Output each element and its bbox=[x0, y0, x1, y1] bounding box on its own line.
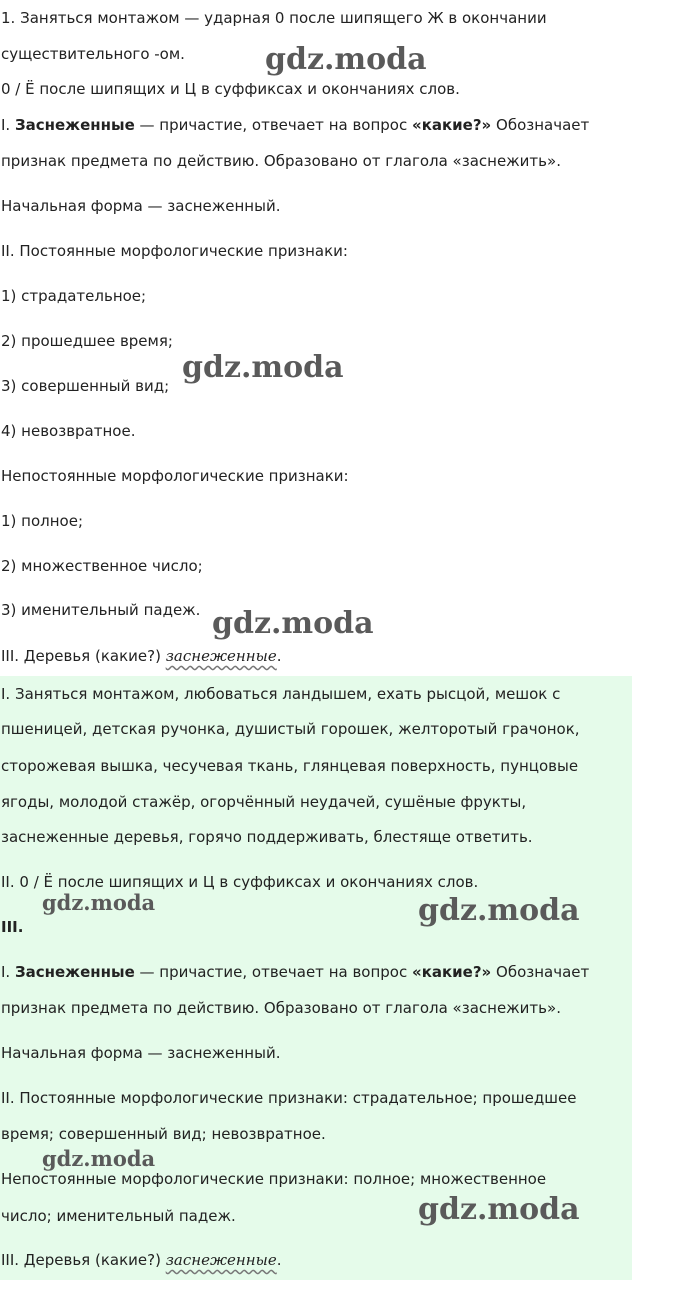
text-line: Непостоянные морфологические признаки: полное; множественное bbox=[1, 1170, 547, 1188]
list-item: 1) полное; bbox=[1, 512, 84, 530]
text-line: I. Заняться монтажом, любоваться ландышем, ехать рысцой, мешок с bbox=[1, 685, 561, 703]
text-line: Непостоянные морфологические признаки: bbox=[1, 467, 349, 485]
text-line bbox=[1, 646, 282, 666]
bold-question: «какие?» bbox=[412, 963, 492, 981]
bold-term: Заснеженные bbox=[14, 116, 135, 134]
list-item: 4) невозвратное. bbox=[1, 422, 136, 440]
text: I. bbox=[1, 116, 15, 134]
text: . bbox=[276, 1251, 282, 1269]
watermark: gdz.moda bbox=[418, 1192, 580, 1227]
text: Обозначает bbox=[491, 963, 590, 981]
text: Обозначает bbox=[491, 116, 590, 134]
list-item: 2) множественное число; bbox=[1, 557, 203, 575]
text-line: ягоды, молодой стажёр, огорчённый неудачей, сушёные фрукты, bbox=[1, 793, 527, 811]
text-line: заснеженные деревья, горячо поддерживать, блестяще ответить. bbox=[1, 828, 533, 846]
text-line: 1. Заняться монтажом — ударная 0 после шипящего Ж в окончании bbox=[1, 9, 547, 27]
text: III. Деревья (какие?) bbox=[1, 1251, 166, 1269]
text-line bbox=[1, 115, 589, 135]
text: — причастие, отвечает на вопрос bbox=[134, 116, 412, 134]
watermark: gdz.moda bbox=[42, 1146, 156, 1171]
watermark: gdz.moda bbox=[212, 606, 374, 641]
text: . bbox=[276, 647, 282, 665]
text-line: II. Постоянные морфологические признаки: страдательное; прошедшее bbox=[1, 1089, 577, 1107]
text-line: признак предмета по действию. Образовано от глагола «заснежить». bbox=[1, 999, 561, 1017]
list-item: 3) именительный падеж. bbox=[1, 601, 201, 619]
text-line: II. Постоянные морфологические признаки: bbox=[1, 242, 348, 260]
text-line: 0 / Ё после шипящих и Ц в суффиксах и окончаниях слов. bbox=[1, 80, 460, 98]
text-line: Начальная форма — заснеженный. bbox=[1, 197, 281, 215]
text: — причастие, отвечает на вопрос bbox=[134, 963, 412, 981]
watermark: gdz.moda bbox=[182, 350, 344, 385]
text-line bbox=[1, 962, 589, 982]
text: III. Деревья (какие?) bbox=[1, 647, 166, 665]
watermark: gdz.moda bbox=[265, 42, 427, 77]
bold-question: «какие?» bbox=[412, 116, 492, 134]
text-line: признак предмета по действию. Образовано от глагола «заснежить». bbox=[1, 152, 561, 170]
list-item: 1) страдательное; bbox=[1, 287, 147, 305]
text-line bbox=[1, 1250, 282, 1270]
text-line: время; совершенный вид; невозвратное. bbox=[1, 1125, 326, 1143]
list-item: 3) совершенный вид; bbox=[1, 377, 170, 395]
text-line: II. 0 / Ё после шипящих и Ц в суффиксах и окончаниях слов. bbox=[1, 873, 479, 891]
text: I. bbox=[1, 963, 15, 981]
watermark: gdz.moda bbox=[418, 893, 580, 928]
underlined-word: заснеженные bbox=[165, 647, 277, 665]
text-line: существительного -ом. bbox=[1, 45, 185, 63]
text-line: Начальная форма — заснеженный. bbox=[1, 1044, 281, 1062]
underlined-word: заснеженные bbox=[165, 1251, 277, 1269]
bold-term: Заснеженные bbox=[14, 963, 135, 981]
text-line: пшеницей, детская ручонка, душистый горошек, желторотый грачонок, bbox=[1, 720, 580, 738]
text-line: число; именительный падеж. bbox=[1, 1207, 236, 1225]
text-line: III. bbox=[1, 918, 24, 936]
watermark: gdz.moda bbox=[42, 890, 156, 915]
text-line: сторожевая вышка, чесучевая ткань, глянцевая поверхность, пунцовые bbox=[1, 757, 579, 775]
list-item: 2) прошедшее время; bbox=[1, 332, 173, 350]
